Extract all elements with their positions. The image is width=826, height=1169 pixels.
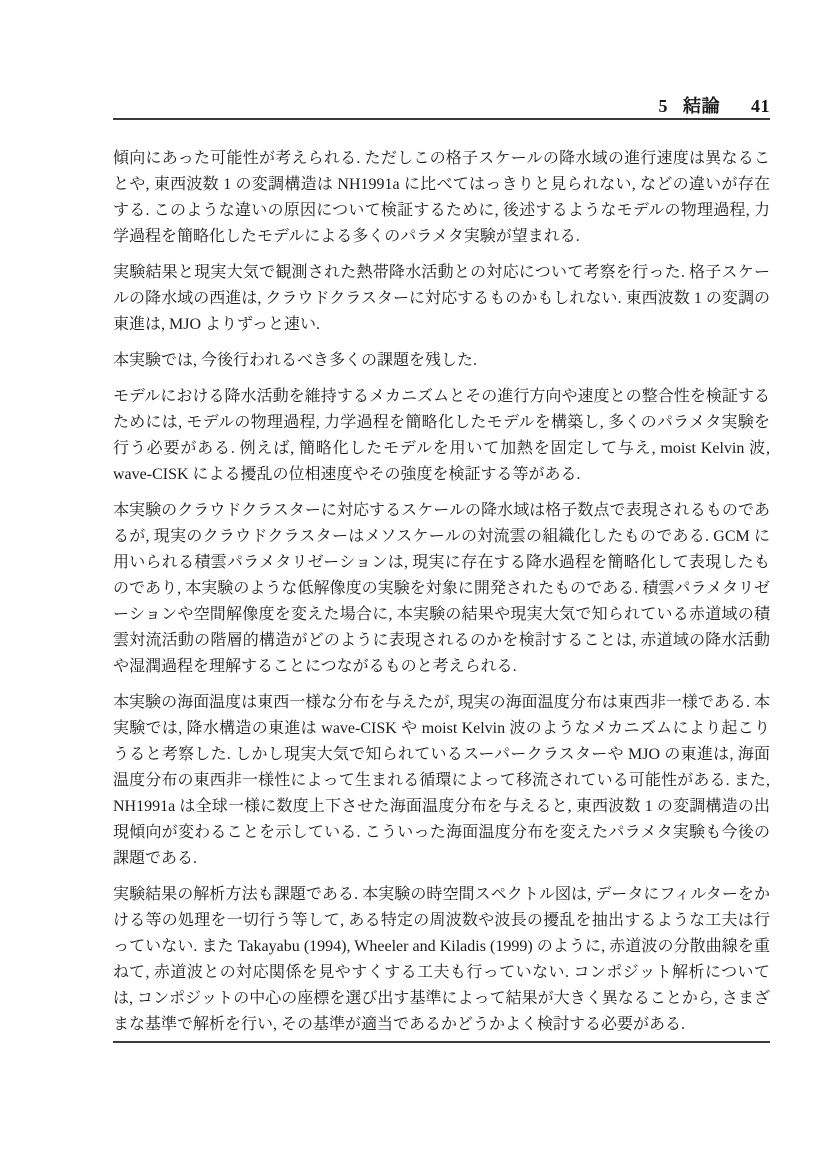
paragraph: 傾向にあった可能性が考えられる. ただしこの格子スケールの降水域の進行速度は異なることや, 東西波数 1 の変調構造は NH1991a に比べてはっきりと見られない, などの違いが存在する. このような違いの原因について検証するために, 後述するようなモデルの物理過程, 力学過程を簡略化したモデルによる多くのパラメタ実験が望まれる. xyxy=(113,150,770,245)
footer-rule xyxy=(113,1041,770,1043)
section-number: 5 xyxy=(658,96,668,116)
paragraph: モデルにおける降水活動を維持するメカニズムとその進行方向や速度との整合性を検証するためには, モデルの物理過程, 力学過程を簡略化したモデルを構築し, 多くのパラメタ実験を行う必要がある. 例えば, 簡略化したモデルを用いて加熱を固定して与え, moist Kelvin 波, wave-CISK による擾乱の位相速度やその強度を検証する等がある. xyxy=(113,388,770,483)
header-rule xyxy=(113,118,770,120)
paragraph: 実験結果と現実大気で観測された熱帯降水活動との対応について考察を行った. 格子スケールの降水域の西進は, クラウドクラスターに対応するものかもしれない. 東西波数 1 の変調の東進は, MJO よりずっと速い. xyxy=(113,264,770,333)
paragraph: 本実験のクラウドクラスターに対応するスケールの降水域は格子数点で表現されるものであるが, 現実のクラウドクラスターはメソスケールの対流雲の組織化したものである. GCM に用いられる積雲パラメタリゼーションは, 現実に存在する降水過程を簡略化して表現したものであり, 本実験のような低解像度の実験を対象に開発されたものである. 積雲パラメタリゼーションや空間解像度を変えた場合に, 本実験の結果や現実大気で知られている赤道域の積雲対流活動の階層的構造がどのように表現されるのかを検討することは, 赤道域の降水活動や湿潤過程を理解することにつながるものと考えられる. xyxy=(113,502,770,675)
paragraph: 本実験の海面温度は東西一様な分布を与えたが, 現実の海面温度分布は東西非一様である. 本実験では, 降水構造の東進は wave-CISK や moist Kelvin 波のようなメカニズムにより起こりうると考察した. しかし現実大気で知られているスーパークラスターや MJO の東進は, 海面温度分布の東西非一様性によって生まれる循環によって移流されている可能性がある. また, NH1991a は全球一様に数度上下させた海面温度分布を与えると, 東西波数 1 の変調構造の出現傾向が変わることを示している. こういった海面温度分布を変えたパラメタ実験も今後の課題である. xyxy=(113,694,770,867)
paragraph: 本実験では, 今後行われるべき多くの課題を残した. xyxy=(113,352,478,369)
page-number: 41 xyxy=(751,96,770,116)
running-header xyxy=(113,92,770,118)
paragraph: 実験結果の解析方法も課題である. 本実験の時空間スペクトル図は, データにフィルターをかける等の処理を一切行う等して, ある特定の周波数や波長の擾乱を抽出するような工夫は行っていない. また Takayabu (1994), Wheeler and Kiladis (1999) のように, 赤道波の分散曲線を重ねて, 赤道波との対応関係を見やすくする工夫も行っていない. コンポジット解析については, コンポジットの中心の座標を選び出す基準によって結果が大きく異なることから, さまざまな基準で解析を行い, その基準が適当であるかどうかよく検討する必要がある. xyxy=(113,886,770,1033)
body-text xyxy=(113,146,770,1048)
section-title: 結論 xyxy=(683,96,720,116)
